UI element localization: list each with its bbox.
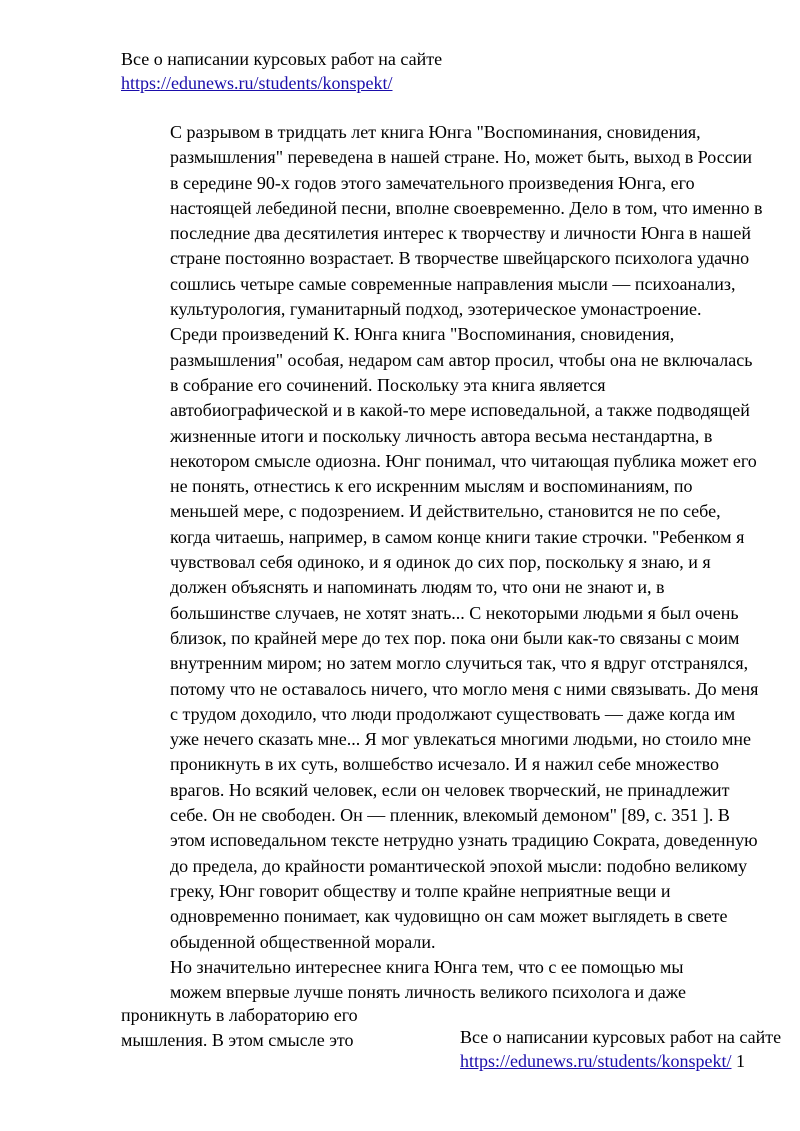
text-line: меньшей мере, с подозрением. И действительно, становится не по себе,	[170, 501, 721, 522]
text-line: чувствовал себя одиноко, и я одинок до сих пор, поскольку я знаю, и я	[170, 552, 711, 573]
text-line: жизненные итоги и поскольку личность автора весьма нестандартна, в	[170, 425, 713, 446]
text-line: проникнуть в их суть, волшебство исчезало. И я нажил себе множество	[170, 754, 719, 775]
text-line: одновременно понимает, как чудовищно он сам может выглядеть в свете	[170, 906, 728, 927]
trailing-lines	[121, 1003, 358, 1054]
page-header	[121, 47, 442, 95]
header-link[interactable]: https://edunews.ru/students/konspekt/	[121, 73, 393, 93]
text-line: мышления. В этом смысле это	[121, 1030, 354, 1051]
paragraph	[121, 322, 759, 954]
text-line: последние два десятилетия интерес к творчеству и личности Юнга в нашей	[170, 223, 752, 244]
text-line: проникнуть в лабораторию его	[121, 1005, 358, 1025]
text-line: внутренним миром; но затем могло случиться так, что я вдруг отстранялся,	[170, 653, 749, 674]
text-line: большинстве случаев, не хотят знать... С некоторыми людьми я был очень	[170, 602, 739, 623]
text-line: близок, по крайней мере до тех пор. пока они были как-то связаны с моим	[170, 627, 740, 648]
paragraph	[121, 955, 741, 1006]
document-body	[121, 120, 763, 1005]
text-line: сошлись четыре самые современные направления мысли — психоанализ,	[170, 273, 736, 294]
text-line: в середине 90-х годов этого замечательного произведения Юнга, его	[170, 172, 695, 193]
text-line: не понять, отнестись к его искренним мыслям и воспоминаниям, по	[170, 476, 693, 497]
text-line: можем впервые лучше понять личность великого психолога и даже	[170, 982, 686, 1003]
text-line: с трудом доходило, что люди продолжают существовать — даже когда им	[170, 703, 736, 724]
text-line: уже нечего сказать мне... Я мог увлекаться многими людьми, но стоило мне	[170, 729, 751, 750]
text-line: до предела, до крайности романтической эпохой мысли: подобно великому	[170, 855, 748, 876]
text-line: в собрание его сочинений. Поскольку эта книга является	[170, 374, 606, 395]
text-line: С разрывом в тридцать лет книга Юнга "Воспоминания, сновидения,	[170, 122, 701, 142]
text-line: Но значительно интереснее книга Юнга тем, что с ее помощью мы	[170, 956, 684, 977]
text-line: потому что не оставалось ничего, что могло меня с ними связывать. До меня	[170, 678, 759, 699]
text-line: Среди произведений К. Юнга книга "Воспоминания, сновидения,	[170, 324, 675, 345]
text-line: греку, Юнг говорит обществу и толпе крайне неприятные вещи и	[170, 880, 671, 901]
page-number: 1	[736, 1051, 745, 1071]
page-footer	[460, 1025, 781, 1073]
text-line: стране постоянно возрастает. В творчестве швейцарского психолога удачно	[170, 248, 750, 269]
text-line: должен объяснять и напоминать людям то, что они не знают и, в	[170, 577, 665, 598]
text-line: себе. Он не свободен. Он — пленник, влекомый демоном" [89, с. 351 ]. В	[170, 805, 730, 826]
text-line: этом исповедальном тексте нетрудно узнать традицию Сократа, доведенную	[170, 830, 758, 851]
footer-link[interactable]: https://edunews.ru/students/konspekt/	[460, 1051, 732, 1071]
header-site-text: Все о написании курсовых работ на сайте	[121, 49, 443, 69]
text-line: некотором смысле одиозна. Юнг понимал, что читающая публика может его	[170, 450, 757, 471]
text-line: автобиографической и в какой-то мере исповедальной, а также подводящей	[170, 400, 750, 421]
footer-site-text: Все о написании курсовых работ на сайте	[460, 1027, 782, 1047]
text-line: когда читаешь, например, в самом конце книги такие строчки. "Ребенком я	[170, 526, 745, 547]
text-line: культурология, гуманитарный подход, эзотерическое умонастроение.	[170, 299, 702, 320]
text-line: размышления" особая, недаром сам автор просил, чтобы она не включалась	[170, 349, 753, 370]
text-line: размышления" переведена в нашей стране. Но, может быть, выход в России	[170, 147, 752, 168]
text-line: настоящей лебединой песни, вполне своевременно. Дело в том, что именно в	[170, 197, 763, 218]
text-line: обыденной общественной морали.	[170, 931, 436, 952]
paragraph	[121, 120, 763, 322]
text-line: врагов. Но всякий человек, если он человек творческий, не принадлежит	[170, 779, 730, 800]
